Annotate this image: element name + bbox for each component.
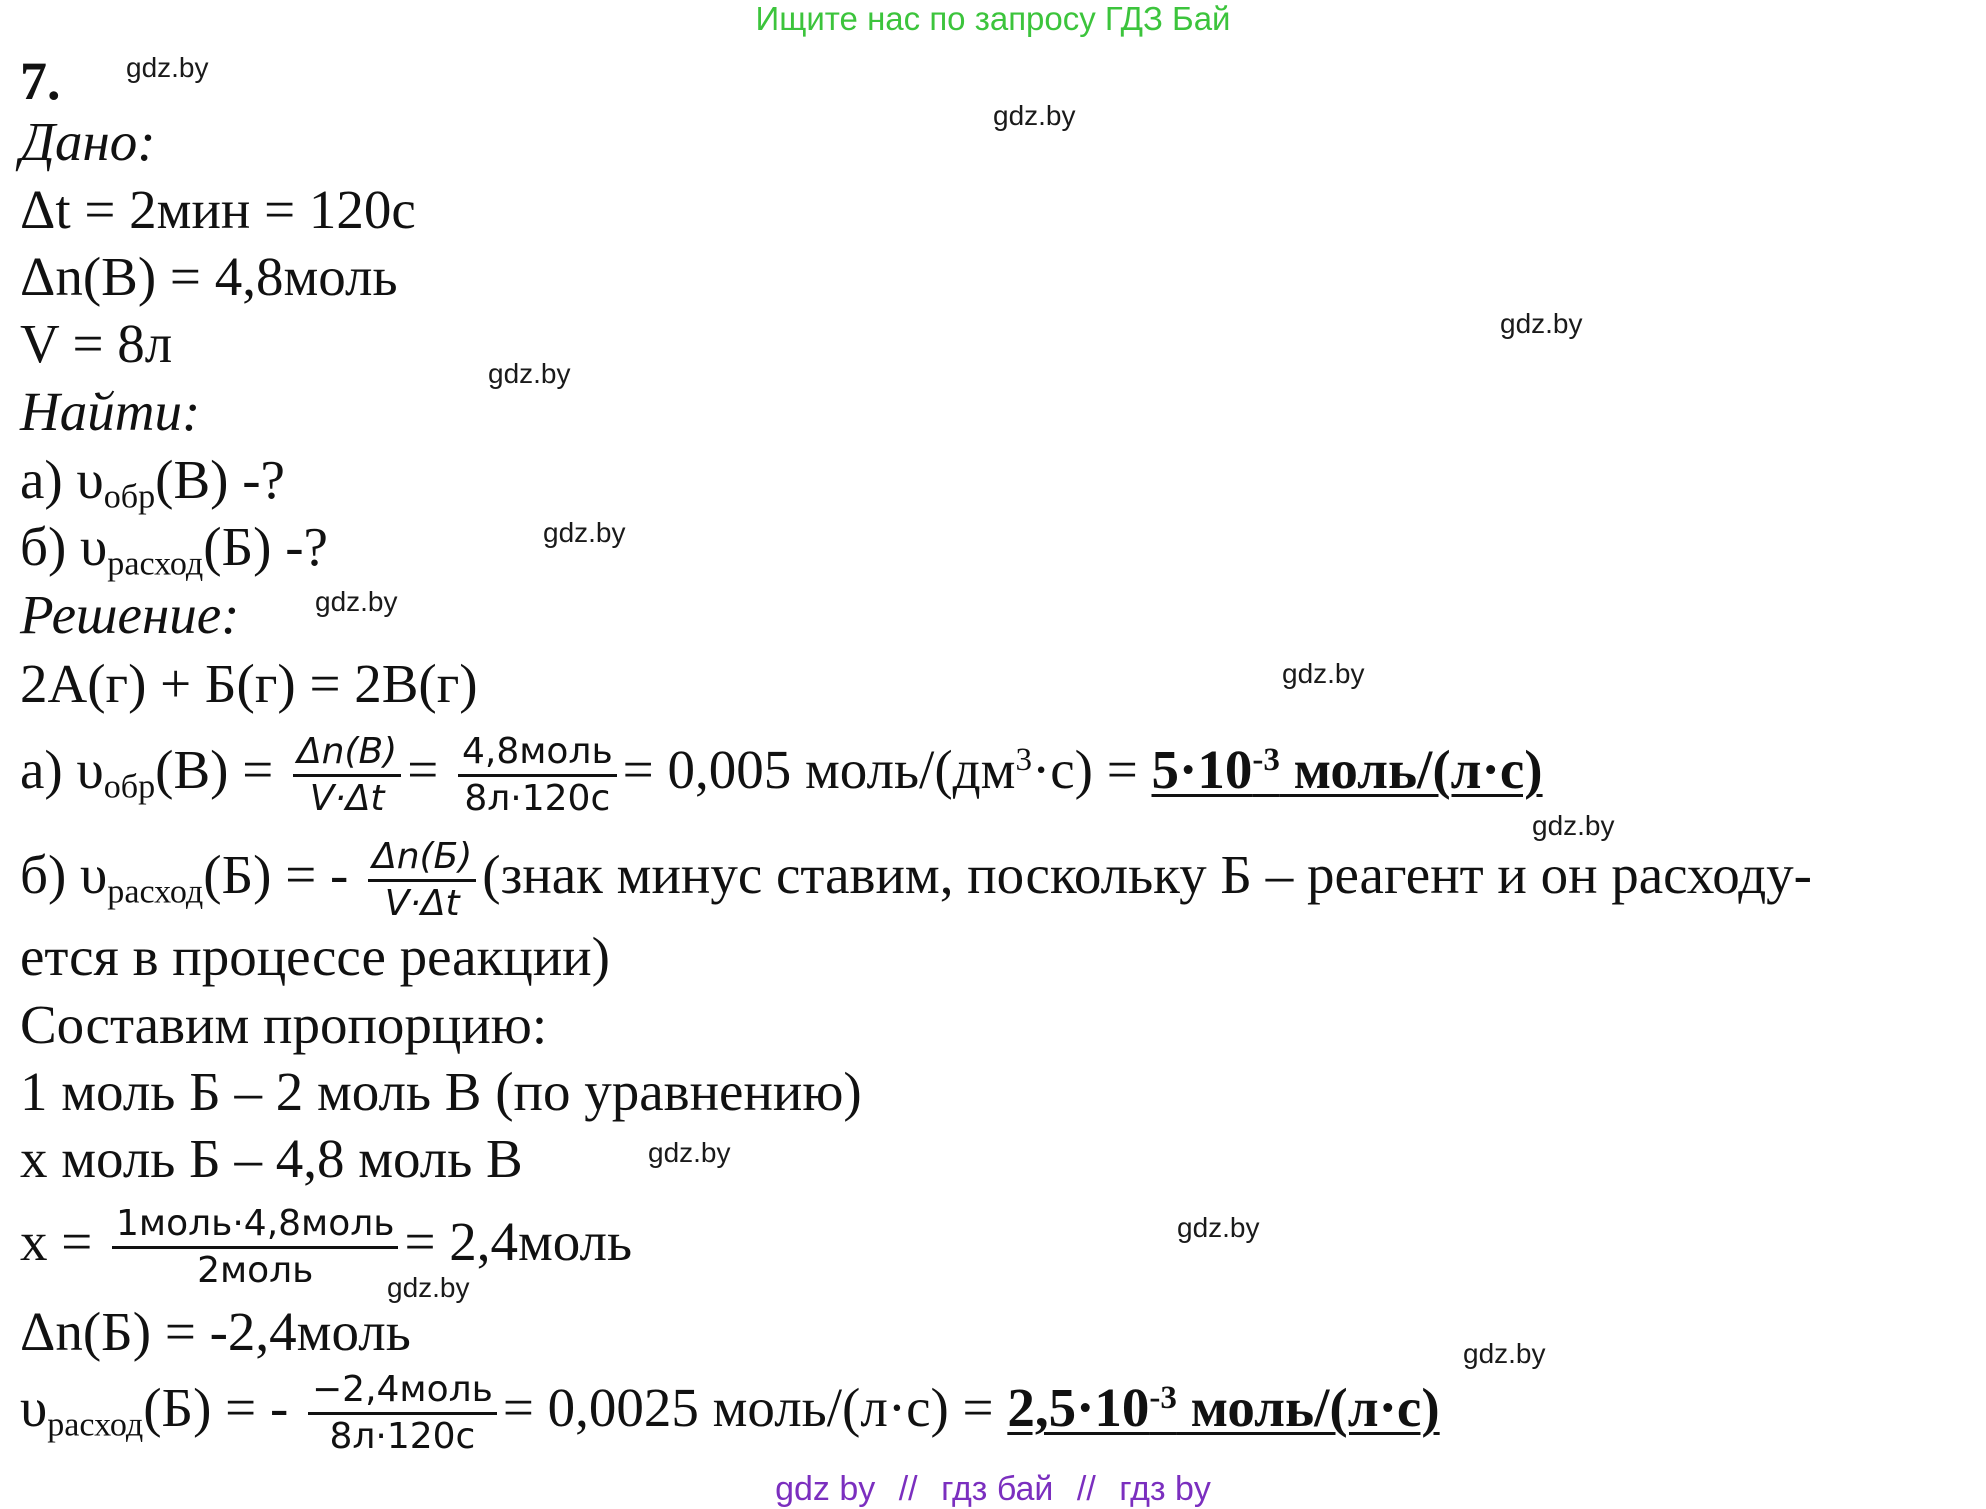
fraction: $\frac{\text{−2,4моль}}{8л\cdot 120с}$ — [308, 1368, 497, 1459]
find-heading: Найти: — [20, 381, 201, 442]
given-item: Δn(В) = 4,8моль — [20, 246, 398, 307]
given-item: Δt = 2мин = 120с — [20, 179, 416, 240]
footer-link[interactable]: гдз бай — [941, 1470, 1054, 1508]
answer-b: $2,5\cdot 10^{-3}$ моль/(л·с) — [1007, 1377, 1440, 1438]
fraction: $\frac{\Delta n(В)}{V\cdot\Delta t}$ — [293, 730, 401, 821]
fraction: $\frac{\text{1моль·4,8моль}}{\text{2моль}}$ — [112, 1202, 398, 1293]
watermark: gdz.by — [993, 100, 1076, 131]
minus-note: (знак минус ставим, поскольку Б – реагент и он расходу- — [482, 844, 1812, 905]
final-formula: $\upsilon_{расход}(Б)$ = - $\frac{\text{−2,4моль}}{8л\cdot 120с}$ = 0,0025 моль/(л·с) = $2,5\cdot 10^{-3}$ моль/(л·с) — [20, 1368, 1440, 1457]
watermark: gdz.by — [1500, 308, 1583, 339]
solution-heading: Решение: — [20, 584, 240, 645]
find-item-b: б) $\upsilon_{расход}(Б)$ -? — [20, 516, 328, 583]
watermark: gdz.by — [126, 52, 209, 83]
given-heading: Дано: — [20, 111, 156, 172]
watermark: gdz.by — [387, 1272, 470, 1303]
reaction-equation: 2А(г) + Б(г) = 2В(г) — [20, 653, 478, 714]
footer-links — [0, 1470, 1986, 1508]
footer-separator: // — [898, 1470, 918, 1508]
watermark: gdz.by — [1177, 1212, 1260, 1243]
step-a-formula: а) $\upsilon_{обр}(В)$ = $\frac{\Delta n(В)}{V\cdot\Delta t}$ = $\frac{\text{4,8моль}}{8л\cdot 120с}$ = 0,005 моль/$(дм^3\cdot с) = 5\cdot 10^{-3}$ моль/(л·с) — [20, 730, 1543, 819]
watermark: gdz.by — [1282, 658, 1365, 689]
footer-link[interactable]: гдз by — [1119, 1470, 1211, 1508]
proportion-line: х моль Б – 4,8 моль В — [20, 1128, 523, 1189]
fraction: $\frac{\Delta n(Б)}{V\cdot\Delta t}$ — [368, 835, 476, 926]
watermark: gdz.by — [315, 586, 398, 617]
top-banner: Ищите нас по запросу ГДЗ Бай — [755, 0, 1231, 37]
find-item-a: а) $\upsilon_{обр}(В)$ -? — [20, 449, 285, 516]
watermark: gdz.by — [488, 358, 571, 389]
proportion-line: 1 моль Б – 2 моль В (по уравнению) — [20, 1061, 862, 1122]
answer-a: $5\cdot 10^{-3}$ моль/(л·с) — [1151, 739, 1543, 800]
footer-separator: // — [1076, 1470, 1096, 1508]
watermark: gdz.by — [1532, 810, 1615, 841]
task-number: 7. — [20, 51, 61, 111]
delta-n-b: Δn(Б) = -2,4моль — [20, 1301, 411, 1362]
minus-note-continued: ется в процессе реакции) — [20, 926, 610, 987]
proportion-heading: Составим пропорцию: — [20, 994, 548, 1055]
given-item: V = 8л — [20, 313, 173, 374]
x-calculation: х = $\frac{\text{1моль·4,8моль}}{\text{2моль}}$ = 2,4моль — [20, 1202, 633, 1291]
fraction: $\frac{\text{4,8моль}}{8л\cdot 120с}$ — [458, 730, 617, 821]
watermark: gdz.by — [648, 1137, 731, 1168]
step-b-formula: б) $\upsilon_{расход}(Б)$ = - $\frac{\Delta n(Б)}{V\cdot\Delta t}$ (знак минус ставим, поскольку Б – реагент и он расходу- — [20, 835, 1812, 924]
watermark: gdz.by — [543, 517, 626, 548]
footer-link[interactable]: gdz by — [775, 1470, 876, 1508]
watermark: gdz.by — [1463, 1338, 1546, 1369]
